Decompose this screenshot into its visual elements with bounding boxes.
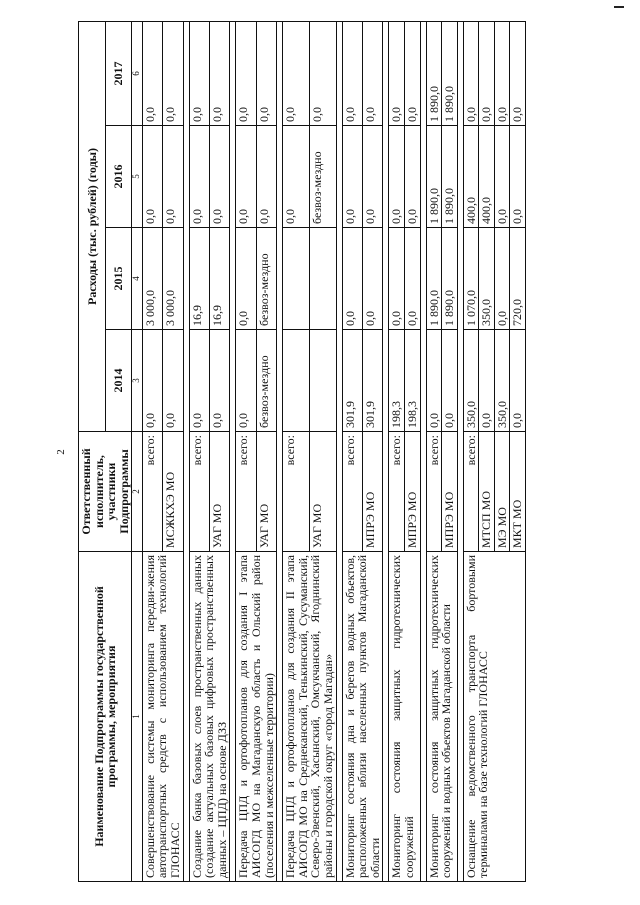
- table-row: [283, 21, 310, 881]
- responsible-executor: МПРЭ МО: [404, 432, 420, 552]
- responsible-executor: всего:: [189, 432, 209, 552]
- expense-value: 301,9: [342, 330, 362, 432]
- table-row: [236, 21, 256, 881]
- expense-value: 16,9: [189, 228, 209, 330]
- expense-value: 350,0: [479, 228, 495, 330]
- header-year: 2017: [105, 21, 132, 125]
- activity-name: Мониторинг состояния дна и берегов водных объектов, расположенных вблизи населенных пунктов Магаданской области: [342, 552, 383, 882]
- expense-value: 0,0: [236, 228, 256, 330]
- expense-value: 1 890,0: [426, 228, 442, 330]
- responsible-executor: всего:: [389, 432, 405, 552]
- activity-name: Мониторинг состояния защитных гидротехнических сооружений и водных объектов Магаданской области: [426, 552, 457, 882]
- expense-value: 16,9: [209, 228, 229, 330]
- responsible-executor: всего:: [426, 432, 442, 552]
- header-year: 2016: [105, 126, 132, 228]
- responsible-executor: МТСП МО: [479, 432, 495, 552]
- responsible-executor: МКТ МО: [510, 432, 526, 552]
- responsible-executor: всего:: [142, 432, 162, 552]
- header-name: Наименование Подпрограммы государственной программы, мероприятия: [79, 552, 132, 882]
- responsible-executor: МПРЭ МО: [362, 432, 382, 552]
- expense-value: 0,0: [283, 21, 310, 125]
- expense-value: 1 890,0: [442, 126, 458, 228]
- expense-value: 0,0: [494, 228, 510, 330]
- expense-value: 0,0: [510, 126, 526, 228]
- column-index: 3: [132, 330, 142, 432]
- expense-value: 1 070,0: [463, 228, 479, 330]
- activity-name: Создание банка базовых слоев пространственных данных (создание актуальных базовых цифровых пространственных данных – ЦПД) на основе ДЗЗ: [189, 552, 230, 882]
- responsible-executor: всего:: [283, 432, 310, 552]
- page-edge-mark: [614, 6, 624, 8]
- expense-value: 0,0: [209, 126, 229, 228]
- expense-value: безвоз-мездно: [256, 330, 276, 432]
- expense-value: безвоз-мездно: [256, 228, 276, 330]
- expense-value: 0,0: [189, 330, 209, 432]
- column-index: 4: [132, 228, 142, 330]
- expense-value: [283, 330, 310, 432]
- expense-value: 0,0: [404, 21, 420, 125]
- column-index: 1: [132, 552, 142, 882]
- expense-value: 0,0: [510, 21, 526, 125]
- responsible-executor: УАГ МО: [256, 432, 276, 552]
- expense-value: 0,0: [209, 21, 229, 125]
- activity-name: Мониторинг состояния защитных гидротехнических сооружений: [389, 552, 420, 882]
- header-expenses: Расходы (тыс. рублей) (годы): [79, 21, 106, 431]
- expense-value: 0,0: [236, 126, 256, 228]
- expense-value: 0,0: [283, 126, 310, 228]
- expense-value: 3 000,0: [163, 228, 183, 330]
- table-row: [189, 21, 209, 881]
- expense-value: 0,0: [494, 126, 510, 228]
- header-year: 2014: [105, 330, 132, 432]
- expense-value: 0,0: [163, 21, 183, 125]
- column-index: 6: [132, 21, 142, 125]
- expense-value: 0,0: [142, 21, 162, 125]
- responsible-executor: УАГ МО: [209, 432, 229, 552]
- header-responsible: Ответственный исполнитель, участники Подпрограммы: [79, 432, 132, 552]
- expense-value: 0,0: [479, 330, 495, 432]
- expense-value: [283, 228, 310, 330]
- expense-value: 1 890,0: [426, 126, 442, 228]
- table-row: [342, 21, 362, 881]
- table-row: [463, 21, 479, 881]
- expense-value: 0,0: [142, 126, 162, 228]
- responsible-executor: всего:: [236, 432, 256, 552]
- table-body: [142, 21, 525, 881]
- responsible-executor: МСЖКХЭ МО: [163, 432, 183, 552]
- expense-value: 0,0: [389, 228, 405, 330]
- expense-value: [309, 330, 336, 432]
- expense-value: 301,9: [362, 330, 382, 432]
- expense-value: 0,0: [362, 228, 382, 330]
- responsible-executor: всего:: [342, 432, 362, 552]
- expense-value: 0,0: [404, 126, 420, 228]
- activity-name: Совершенствование системы мониторинга передви-жения автотранспортных средств с использованием технологий ГЛОНАСС: [142, 552, 183, 882]
- expense-value: 0,0: [494, 21, 510, 125]
- expense-value: 0,0: [189, 21, 209, 125]
- expense-value: 0,0: [163, 126, 183, 228]
- column-index: 5: [132, 126, 142, 228]
- expense-value: 720,0: [510, 228, 526, 330]
- responsible-executor: МЭ МО: [494, 432, 510, 552]
- expense-value: 1 890,0: [442, 21, 458, 125]
- column-index: 2: [132, 432, 142, 552]
- expense-value: 0,0: [510, 330, 526, 432]
- expense-value: 0,0: [389, 126, 405, 228]
- expense-value: 0,0: [442, 330, 458, 432]
- activity-name: Оснащение ведомственного транспорта бортовыми терминалами на базе технологий ГЛОНАСС: [463, 552, 525, 882]
- expense-value: 0,0: [142, 330, 162, 432]
- expense-value: 0,0: [256, 21, 276, 125]
- expense-value: 1 890,0: [426, 21, 442, 125]
- expense-value: 0,0: [342, 21, 362, 125]
- responsible-executor: всего:: [463, 432, 479, 552]
- expense-value: 0,0: [342, 228, 362, 330]
- expense-value: 0,0: [189, 126, 209, 228]
- expense-value: 198,3: [404, 330, 420, 432]
- expense-value: 400,0: [479, 126, 495, 228]
- expense-value: 198,3: [389, 330, 405, 432]
- expense-value: 3 000,0: [142, 228, 162, 330]
- expense-value: 1 890,0: [442, 228, 458, 330]
- expense-value: 400,0: [463, 126, 479, 228]
- expense-value: 0,0: [479, 21, 495, 125]
- expense-value: 0,0: [256, 126, 276, 228]
- expense-value: 0,0: [209, 330, 229, 432]
- expense-value: 0,0: [309, 21, 336, 125]
- expense-value: 0,0: [426, 330, 442, 432]
- expense-value: 0,0: [463, 21, 479, 125]
- responsible-executor: МПРЭ МО: [442, 432, 458, 552]
- expense-value: 0,0: [236, 330, 256, 432]
- activity-name: Передача ЦПД и ортофотопланов для создания I этапа АИСОГД МО на Магаданскую область и Ольский район (поселения и межселенные территории): [236, 552, 277, 882]
- table-container: [78, 22, 598, 882]
- expense-value: безвоз-мездно: [309, 126, 336, 228]
- table-row: [426, 21, 442, 881]
- expense-value: 0,0: [163, 330, 183, 432]
- expense-value: 0,0: [362, 21, 382, 125]
- table-row: [389, 21, 405, 881]
- expense-value: 0,0: [389, 21, 405, 125]
- activity-name: Передача ЦПД и ортофотопланов для создания II этапа АИСОГД МО на Среднеканский, Тенькинский, Сусуманский, Северо-Эвенский, Хасынский, Омсукчанский, Ягоднинский районы и городской округ «город Магадан»: [283, 552, 336, 882]
- rotated-table-wrapper: [78, 22, 598, 882]
- expenses-table: [78, 21, 526, 882]
- expense-value: 350,0: [494, 330, 510, 432]
- responsible-executor: УАГ МО: [309, 432, 336, 552]
- table-row: [142, 21, 162, 881]
- expense-value: 0,0: [342, 126, 362, 228]
- expense-value: 0,0: [362, 126, 382, 228]
- expense-value: 350,0: [463, 330, 479, 432]
- expense-value: 0,0: [404, 228, 420, 330]
- expense-value: 0,0: [236, 21, 256, 125]
- expense-value: [309, 228, 336, 330]
- header-year: 2015: [105, 228, 132, 330]
- page-number: 2: [54, 449, 67, 455]
